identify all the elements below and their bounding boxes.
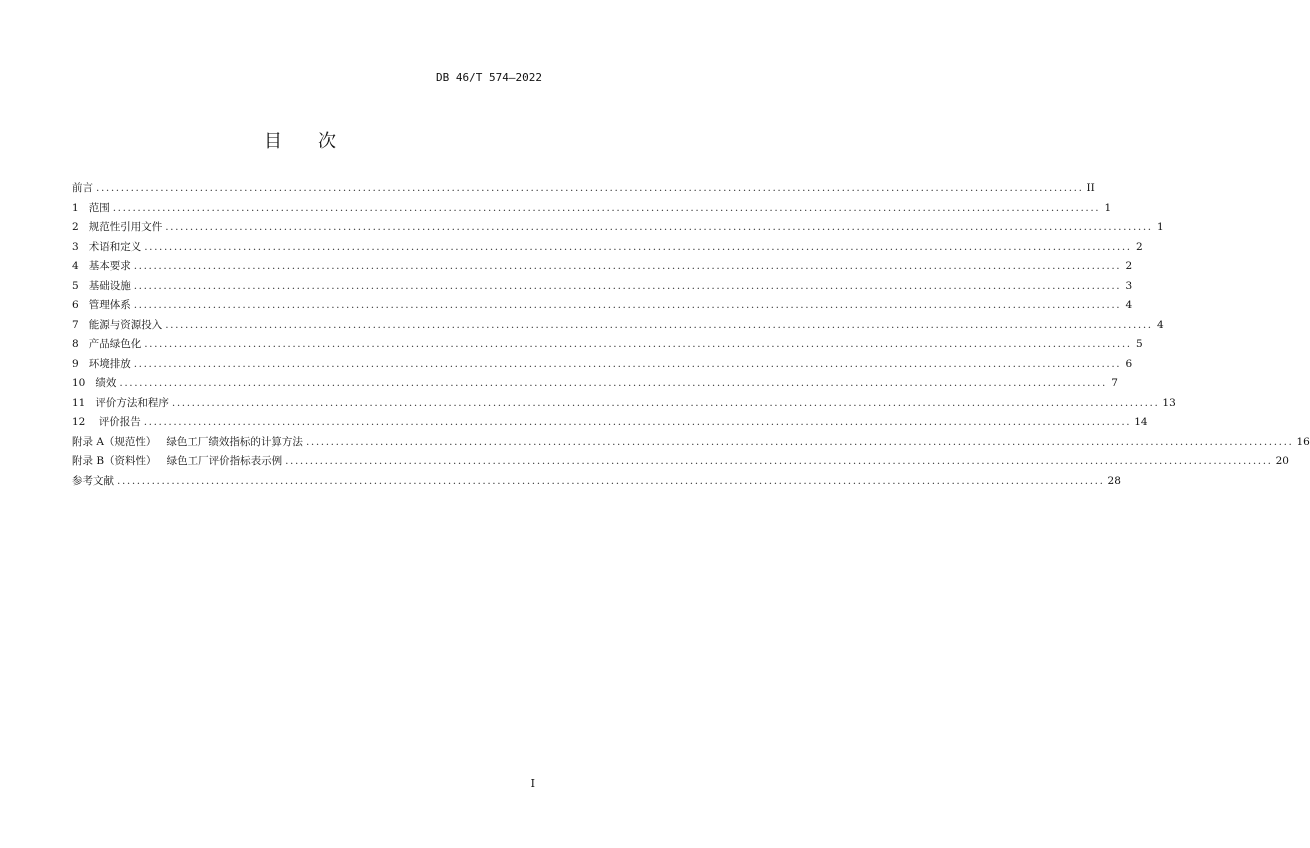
toc-entry-references[interactable] [72,472,1121,492]
toc-entry-8[interactable] [72,335,1143,355]
toc-entry-page: 16 [1296,435,1310,448]
toc-leader-dots: ........................................................................................................................................................................................................ [96,182,1084,194]
toc-leader-dots: ........................................................................................................................................................................................................ [133,299,1122,311]
toc-leader-dots: ........................................................................................................................................................................................................ [165,221,1153,233]
toc-entry-label: 4 基本要求 [72,260,131,272]
toc-leader-dots: ........................................................................................................................................................................................................ [133,260,1122,272]
document-code: DB 46/T 574—2022 [436,71,542,84]
toc-leader-dots: ........................................................................................................................................................................................................ [143,416,1132,428]
toc-leader-dots: ........................................................................................................................................................................................................ [133,279,1122,292]
toc-entry-page: 20 [1275,455,1289,467]
toc-entry-preface[interactable] [72,179,1095,199]
page-number: I [530,777,535,790]
toc-entry-page: 4 [1157,318,1164,331]
toc-entry-9[interactable] [72,355,1133,375]
toc-entry-1[interactable] [72,199,1112,219]
toc-entry-page: 2 [1125,260,1133,272]
toc-leader-dots: ........................................................................................................................................................................................................ [144,240,1132,253]
table-of-contents [72,179,1310,491]
toc-leader-dots: ........................................................................................................................................................................................................ [165,318,1153,331]
toc-entry-label: 参考文献 [72,474,114,487]
toc-leader-dots: ........................................................................................................................................................................................................ [285,455,1273,467]
toc-entry-label: 3 术语和定义 [72,240,142,253]
toc-entry-page: 4 [1125,299,1133,311]
toc-entry-page: 3 [1125,279,1133,292]
toc-entry-label: 1 范围 [72,201,110,214]
toc-entry-7[interactable] [72,316,1164,336]
toc-entry-appendix-a[interactable] [72,433,1310,453]
toc-entry-page: 14 [1134,416,1148,428]
toc-entry-11[interactable] [72,394,1176,414]
toc-entry-page: 13 [1162,396,1176,409]
toc-entry-label: 8 产品绿色化 [72,338,142,350]
toc-entry-2[interactable] [72,218,1164,238]
title-char-2: 次 [318,131,336,152]
toc-entry-label: 10 绩效 [72,377,117,389]
toc-entry-page: 28 [1107,474,1121,487]
toc-entry-5[interactable] [72,277,1133,297]
toc-entry-4[interactable] [72,257,1133,277]
toc-entry-page: 2 [1136,240,1143,253]
toc-entry-label: 2 规范性引用文件 [72,221,163,233]
toc-leader-dots: ........................................................................................................................................................................................................ [119,377,1107,389]
toc-entry-6[interactable] [72,296,1133,316]
toc-entry-label: 12 评价报告 [72,416,141,428]
toc-entry-label: 6 管理体系 [72,299,131,311]
toc-entry-10[interactable] [72,374,1118,394]
toc-leader-dots: ........................................................................................................................................................................................................ [171,396,1160,409]
toc-leader-dots: ........................................................................................................................................................................................................ [133,357,1122,370]
toc-entry-label: 附录 A（规范性） 绿色工厂绩效指标的计算方法 [72,435,303,448]
toc-entry-page: 7 [1111,377,1118,389]
toc-entry-12[interactable] [72,413,1148,433]
title-char-1: 目 [264,131,282,152]
toc-entry-page: 6 [1125,357,1133,370]
toc-entry-label: 9 环境排放 [72,357,131,370]
toc-entry-label: 前言 [72,182,93,194]
toc-leader-dots: ........................................................................................................................................................................................................ [305,435,1294,448]
toc-entry-page: 5 [1136,338,1143,350]
toc-entry-label: 11 评价方法和程序 [72,396,169,409]
toc-entry-label: 7 能源与资源投入 [72,318,163,331]
toc-entry-appendix-b[interactable] [72,452,1289,472]
toc-entry-3[interactable] [72,238,1143,258]
toc-entry-label: 附录 B（资料性） 绿色工厂评价指标表示例 [72,455,283,467]
toc-entry-page: 1 [1104,201,1112,214]
toc-entry-page: II [1086,182,1095,194]
toc-entry-label: 5 基础设施 [72,279,131,292]
toc-entry-page: 1 [1157,221,1164,233]
toc-leader-dots: ........................................................................................................................................................................................................ [112,201,1101,214]
toc-leader-dots: ........................................................................................................................................................................................................ [117,474,1105,487]
toc-leader-dots: ........................................................................................................................................................................................................ [144,338,1132,350]
page-title [0,127,600,153]
